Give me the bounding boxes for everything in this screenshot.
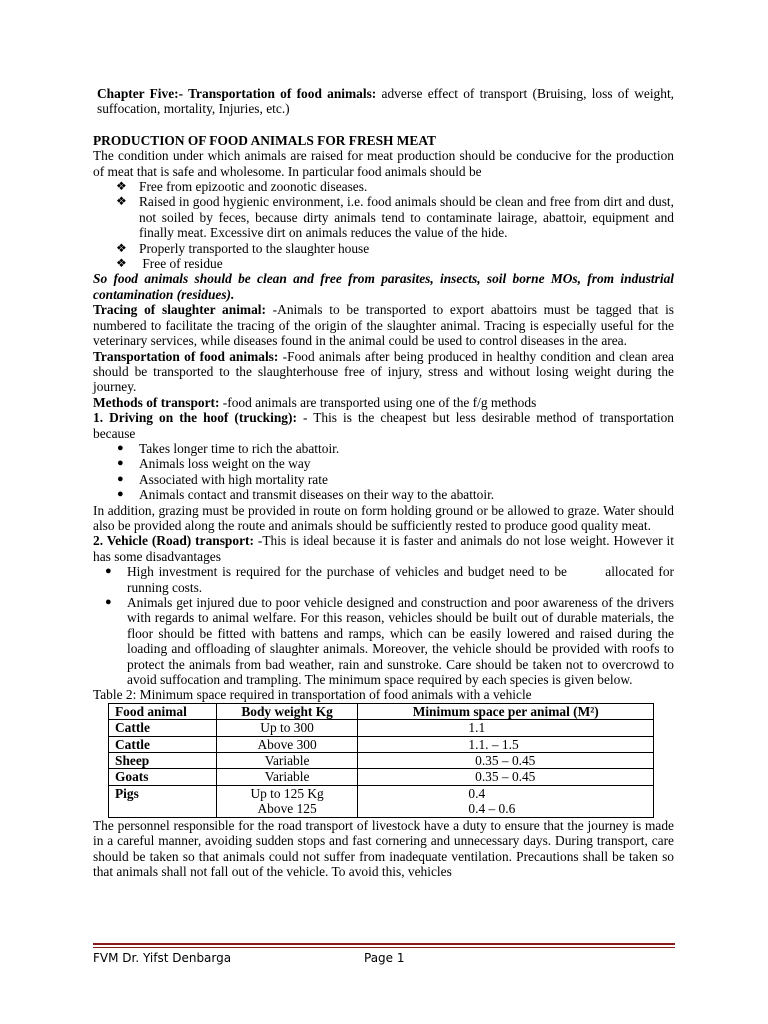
weight-value: Variable	[264, 753, 310, 769]
space-value: 1.1	[468, 720, 486, 736]
space-value: 0.4 – 0.6	[468, 801, 516, 817]
weight-value: Above 300	[257, 736, 317, 752]
vehicle-label: 2. Vehicle (Road) transport:	[93, 533, 254, 549]
list-item: ❖ Free from epizootic and zoonotic diseases.	[116, 179, 368, 195]
tracing-paragraph: Tracing of slaughter animal: -Animals to be transported to export abattoirs must be tagged that is numbered to facilitate the tracing of the origin of the slaughter animal. Tracing is especially useful for the veterinary services, while diseases found in the animal could be used to control diseases in the area.	[93, 302, 674, 349]
space-cell	[358, 769, 654, 785]
closing-paragraph: The personnel responsible for the road transport of livestock have a duty to ensure that the journey is made in a careful manner, avoiding sudden stops and fast cornering and unnecessary days. During transport, care should be taken so that animals could not suffer from inadequate ventilation. Precautions shall be taken so that animals shall not fall out of the vehicle. To avoid this, vehicles	[93, 817, 674, 879]
production-list	[93, 179, 674, 271]
diamond-bullet-icon: ❖	[116, 179, 127, 194]
chapter-title-rest: adverse effect of transport (Bruising, loss of weight, suffocation, mortality, Injuries, etc.)	[97, 86, 675, 117]
column-header: Body weight Kg	[216, 703, 358, 719]
methods-paragraph: Methods of transport: -food animals are transported using one of the f/g methods	[93, 394, 537, 410]
footer-author: FVM Dr. Yifst Denbarga	[93, 951, 232, 965]
list-item: ❖ Properly transported to the slaughter house	[116, 240, 370, 256]
footer-rule	[93, 947, 675, 948]
space-value: 1.1. – 1.5	[468, 736, 519, 752]
page-number: Page 1	[364, 951, 405, 965]
list-item: ● Animals get injured due to poor vehicle designed and construction and poor awareness of the drivers with regards to animal welfare. For this reason, vehicles should be built out of durable materials, the floor should be fitted with battens and ramps, which can be easily lowered and raised during the loading and offloading of slaughter animals. Moreover, the vehicle should be provided with roofs to protect the animals from bad weather, rain and sunstroke. Care should be taken not to overcrowd to avoid suffocation and trampling. The minimum space required by each species is given below.	[105, 595, 674, 688]
space-value: 0.35 – 0.45	[468, 769, 536, 785]
weight-value: Up to 125 Kg	[250, 785, 324, 801]
animal-cell: Cattle	[109, 736, 217, 752]
diamond-bullet-icon: ❖	[116, 256, 127, 271]
space-cell	[358, 720, 654, 736]
weight-cell	[216, 785, 358, 817]
animal-cell: Sheep	[109, 753, 217, 769]
space-table	[108, 703, 654, 818]
production-intro: The condition under which animals are raised for meat production should be conducive for the production of meat that is safe and wholesome. In particular food animals should be	[93, 148, 674, 179]
weight-value: Up to 300	[260, 720, 314, 736]
dot-bullet-icon: ●	[117, 472, 124, 485]
animal-cell: Pigs	[109, 785, 217, 817]
weight-cell	[216, 769, 358, 785]
dot-bullet-icon: ●	[117, 488, 124, 501]
weight-value: Above 125	[257, 801, 317, 817]
transportation-label: Transportation of food animals:	[93, 348, 279, 364]
document-page	[93, 86, 678, 879]
list-item: ● Takes longer time to rich the abattoir.	[117, 440, 340, 456]
tracing-label: Tracing of slaughter animal:	[93, 302, 266, 318]
space-value: 0.35 – 0.45	[468, 753, 536, 769]
dot-bullet-icon: ●	[117, 441, 124, 454]
space-cell	[358, 736, 654, 752]
space-cell	[358, 753, 654, 769]
table-caption: Table 2: Minimum space required in transportation of food animals with a vehicle	[93, 687, 532, 703]
driving-after: In addition, grazing must be provided in route on form holding ground or be allowed to graze. Water should also be provided along the route and animals should be sufficiently rested to produce good quality meat.	[93, 502, 674, 533]
list-item: ❖ Free of residue	[116, 256, 223, 272]
list-item: ● Animals loss weight on the way	[117, 456, 311, 472]
methods-label: Methods of transport:	[93, 394, 220, 410]
animal-cell: Goats	[109, 769, 217, 785]
production-summary: So food animals should be clean and free from parasites, insects, soil borne MOs, from industrial contamination (residues).	[93, 271, 674, 302]
weight-cell	[216, 736, 358, 752]
weight-cell	[216, 720, 358, 736]
driving-paragraph: 1. Driving on the hoof (trucking): - This is the cheapest but less desirable method of transportation because	[93, 410, 674, 441]
chapter-title: Chapter Five:- Transportation of food animals:	[97, 86, 377, 101]
footer-rule	[93, 943, 675, 945]
weight-value: Variable	[264, 769, 310, 785]
table-row	[109, 720, 654, 736]
dot-bullet-icon: ●	[105, 596, 112, 608]
dot-bullet-icon: ●	[117, 457, 124, 470]
table-header-row	[109, 703, 654, 719]
animal-cell: Cattle	[109, 720, 217, 736]
chapter-title-paragraph	[93, 86, 674, 117]
list-item: ● Animals contact and transmit diseases on their way to the abattoir.	[117, 487, 495, 503]
vehicle-paragraph: 2. Vehicle (Road) transport: -This is ideal because it is faster and animals do not lose weight. However it has some disadvantages	[93, 533, 674, 564]
column-header: Food animal	[109, 703, 217, 719]
list-item: ● High investment is required for the purchase of vehicles and budget need to be allocated for running costs.	[105, 564, 678, 595]
driving-list	[93, 441, 674, 503]
space-cell	[358, 785, 654, 817]
table-row	[109, 769, 654, 785]
section-heading: PRODUCTION OF FOOD ANIMALS FOR FRESH MEAT	[93, 132, 436, 148]
diamond-bullet-icon: ❖	[116, 194, 127, 209]
column-header: Minimum space per animal (M²)	[358, 703, 654, 719]
table-row	[109, 736, 654, 752]
transportation-paragraph: Transportation of food animals: -Food animals after being produced in healthy condition and clean area should be transported to the slaughterhouse free of injury, stress and without losing weight during the journey.	[93, 348, 674, 395]
space-value: 0.4	[468, 785, 486, 801]
list-item: ❖ Raised in good hygienic environment, i.e. food animals should be clean and free from dirt and dust, not soiled by feces, because dirty animals tend to contaminate lairage, abattoir, equipment and finally meat. Excessive dirt on animals reduces the value of the hide.	[116, 194, 674, 241]
driving-label: 1. Driving on the hoof (trucking):	[93, 410, 297, 426]
weight-cell	[216, 753, 358, 769]
table-row	[109, 753, 654, 769]
diamond-bullet-icon: ❖	[116, 240, 127, 255]
list-item: ● Associated with high mortality rate	[117, 471, 328, 487]
dot-bullet-icon: ●	[105, 565, 112, 578]
table-row	[109, 785, 654, 817]
vehicle-list	[93, 564, 678, 688]
